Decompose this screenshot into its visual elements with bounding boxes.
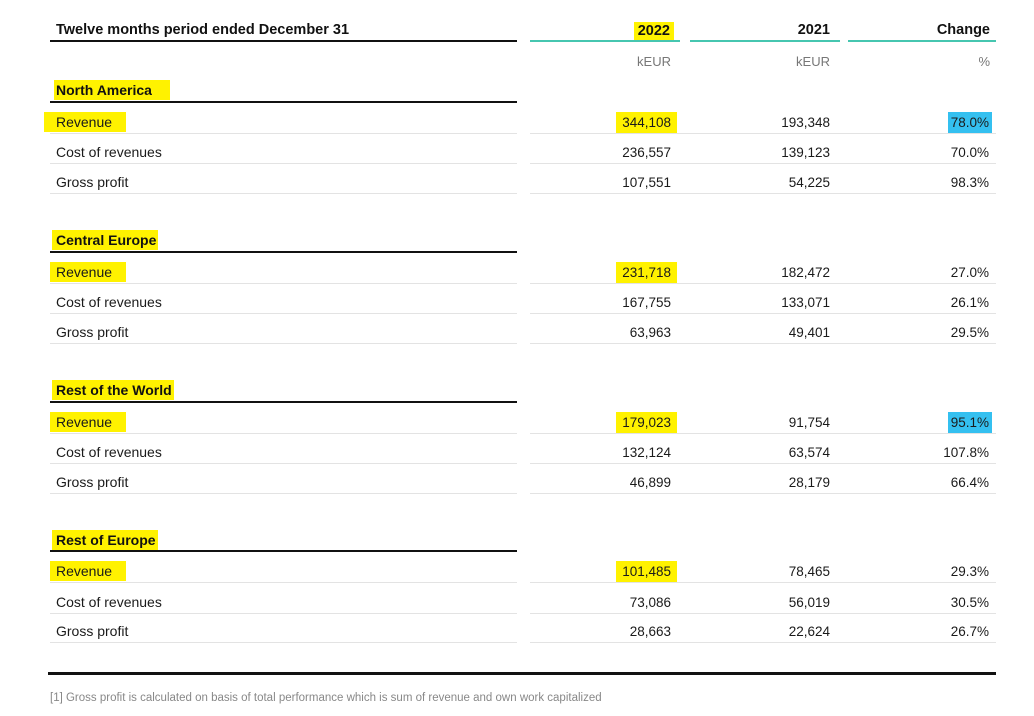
row-label-cost-of-revenues: Cost of revenues [56, 144, 162, 160]
value-2022: 344,108 [604, 115, 677, 130]
row-divider [530, 433, 996, 434]
row-label-gross-profit: Gross profit [56, 174, 129, 190]
value-change: 70.0% [950, 145, 989, 160]
row-divider [50, 163, 517, 164]
row-label-cost-of-revenues: Cost of revenues [56, 294, 162, 310]
row-divider [530, 582, 996, 583]
value-2021: 63,574 [788, 445, 830, 460]
row-divider [50, 642, 517, 643]
header-rule-2021 [690, 40, 840, 42]
row-divider [530, 133, 996, 134]
value-2022: 107,551 [622, 175, 671, 190]
value-2022: 236,557 [622, 145, 671, 160]
value-2022: 231,718 [604, 265, 677, 280]
row-divider [530, 313, 996, 314]
value-change: 27.0% [950, 265, 989, 280]
row-label-cost-of-revenues: Cost of revenues [56, 594, 162, 610]
section-rule [50, 550, 517, 552]
value-2022: 167,755 [622, 295, 671, 310]
row-divider [530, 613, 996, 614]
value-2021: 28,179 [788, 475, 830, 490]
value-change: 78.0% [900, 115, 992, 130]
section-title-rest-of-europe: Rest of Europe [56, 532, 158, 548]
value-change: 29.3% [950, 564, 989, 579]
value-change: 98.3% [950, 175, 989, 190]
row-divider [50, 433, 517, 434]
header-rule-2022 [530, 40, 680, 42]
value-2022: 63,963 [629, 325, 671, 340]
value-change: 26.7% [950, 624, 989, 639]
value-change: 26.1% [950, 295, 989, 310]
value-2021: 182,472 [781, 265, 830, 280]
row-divider [50, 133, 517, 134]
value-2022: 73,086 [629, 595, 671, 610]
row-divider [50, 193, 517, 194]
section-title-rest-of-the-world: Rest of the World [56, 382, 174, 398]
header-rule-change [848, 40, 996, 42]
footnote: [1] Gross profit is calculated on basis of total performance which is sum of revenue and own work capitalized [50, 692, 602, 704]
section-rule [50, 401, 517, 403]
column-header-2022: 2022 [624, 22, 678, 40]
row-divider [530, 463, 996, 464]
row-divider [50, 313, 517, 314]
value-2022: 132,124 [622, 445, 671, 460]
row-label-cost-of-revenues: Cost of revenues [56, 444, 162, 460]
header-rule [50, 40, 517, 42]
value-2021: 139,123 [781, 145, 830, 160]
value-2021: 91,754 [788, 415, 830, 430]
row-divider [530, 193, 996, 194]
value-change: 66.4% [950, 475, 989, 490]
section-title-central-europe: Central Europe [56, 232, 158, 248]
value-change: 30.5% [950, 595, 989, 610]
value-2021: 22,624 [788, 624, 830, 639]
value-2021: 56,019 [788, 595, 830, 610]
value-2022: 101,485 [604, 564, 677, 579]
table-bottom-rule [48, 672, 996, 675]
row-divider [530, 163, 996, 164]
row-label-gross-profit: Gross profit [56, 324, 129, 340]
unit-2021: kEUR [796, 54, 830, 69]
period-header-label: Twelve months period ended December 31 [56, 22, 350, 38]
row-divider [50, 463, 517, 464]
column-header-change: Change [936, 22, 990, 38]
value-change: 29.5% [950, 325, 989, 340]
row-divider [530, 283, 996, 284]
row-divider [530, 343, 996, 344]
row-divider [530, 642, 996, 643]
row-label-gross-profit: Gross profit [56, 474, 129, 490]
value-2021: 54,225 [788, 175, 830, 190]
section-rule [50, 101, 517, 103]
section-title-north-america: North America [56, 82, 170, 98]
value-change: 95.1% [900, 415, 992, 430]
value-2022: 46,899 [629, 475, 671, 490]
row-divider [50, 582, 517, 583]
value-2022: 28,663 [629, 624, 671, 639]
value-2021: 49,401 [788, 325, 830, 340]
value-2021: 78,465 [788, 564, 830, 579]
row-label-revenue: Revenue [56, 264, 126, 280]
column-header-2021: 2021 [797, 22, 830, 38]
row-label-gross-profit: Gross profit [56, 623, 129, 639]
value-2021: 193,348 [781, 115, 830, 130]
row-divider [50, 343, 517, 344]
row-divider [50, 613, 517, 614]
unit-change: % [978, 54, 990, 69]
section-rule [50, 251, 517, 253]
row-label-revenue: Revenue [56, 414, 126, 430]
row-divider [530, 493, 996, 494]
value-2022: 179,023 [604, 415, 677, 430]
value-change: 107.8% [943, 445, 989, 460]
row-divider [50, 283, 517, 284]
unit-2022: kEUR [637, 54, 671, 69]
row-label-revenue: Revenue [56, 563, 126, 579]
row-divider [50, 493, 517, 494]
row-label-revenue: Revenue [56, 114, 126, 130]
value-2021: 133,071 [781, 295, 830, 310]
